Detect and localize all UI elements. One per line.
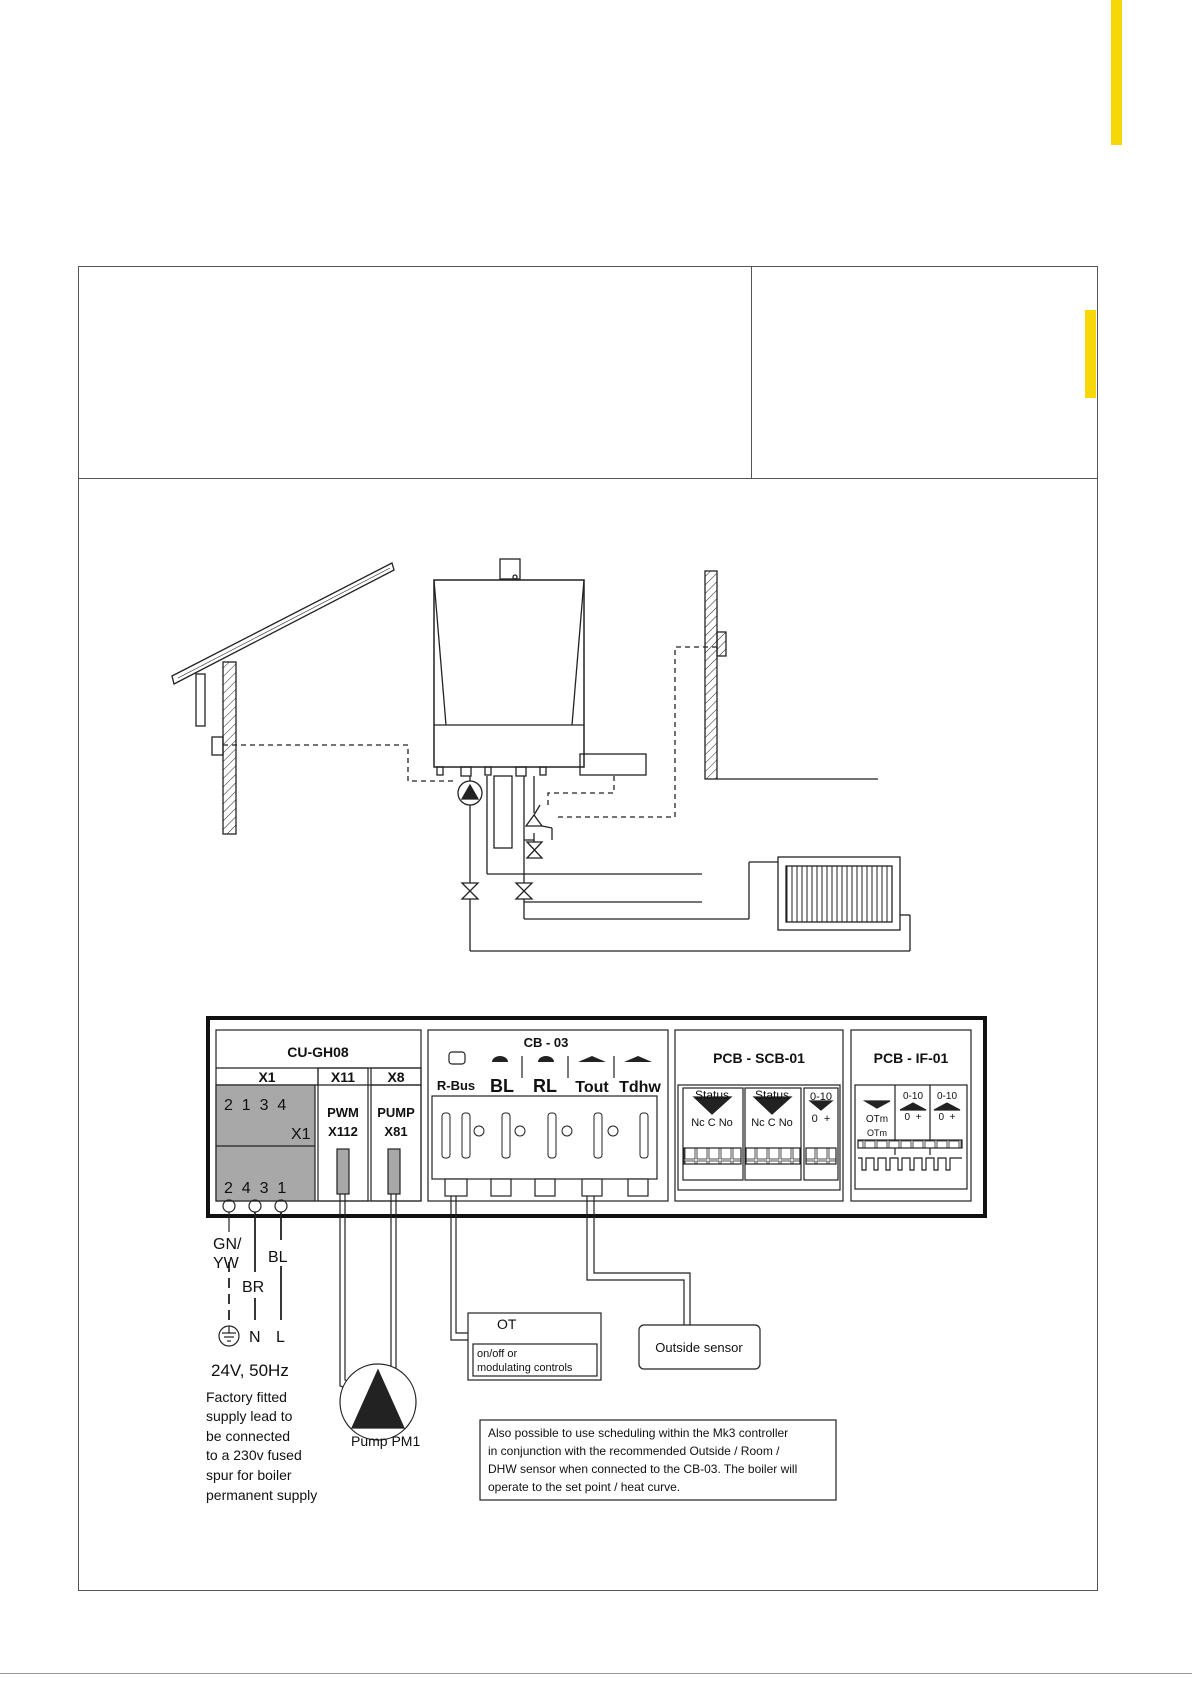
x11-header: X11: [330, 1069, 356, 1085]
wire-bl-label: BL: [268, 1249, 288, 1266]
pump-label: PUMP: [377, 1105, 415, 1120]
x8-header: X8: [387, 1069, 405, 1085]
wire-gnyw-label-2: YW: [213, 1255, 239, 1272]
x1-top-pin-numbers: 2 1 3 4: [224, 1097, 287, 1114]
controls-box: [580, 754, 646, 775]
schedule-note-line: in conjunction with the recommended Outside / Room /: [488, 1444, 780, 1458]
scb-status-2: Status: [754, 1088, 790, 1102]
scb-relay-1-pins: Nc C No: [691, 1117, 733, 1129]
wire-br-label: BR: [242, 1279, 265, 1296]
pump-connector-label: X81: [384, 1124, 408, 1139]
scb-analog-label: 0-10: [809, 1091, 833, 1103]
scb-01-title: PCB - SCB-01: [713, 1050, 805, 1066]
cb-terminal-rl: RL: [533, 1076, 557, 1096]
if-analog-2: 0-10: [936, 1091, 958, 1102]
if-analog-2-pins: 0 +: [938, 1112, 956, 1123]
if-otm-label: OTm: [865, 1114, 889, 1125]
cb-03-title: CB - 03: [523, 1035, 569, 1050]
if-analog-1-pins: 0 +: [904, 1112, 922, 1123]
outside-sensor-icon: [212, 737, 223, 755]
voltage-label: 24V, 50Hz: [211, 1361, 289, 1380]
x1-inner-label: X1: [291, 1126, 311, 1143]
radiator-icon: [778, 857, 900, 930]
supply-note-line: spur for boiler: [206, 1467, 292, 1483]
cb-terminal-bl: BL: [490, 1076, 514, 1096]
cb-terminal-tout: Tout: [575, 1079, 609, 1096]
outside-sensor-label: Outside sensor: [655, 1340, 743, 1355]
pump-label: Pump PM1: [351, 1433, 421, 1449]
ot-label: OT: [497, 1316, 517, 1332]
live-label: L: [276, 1329, 285, 1346]
inside-wall-icon: [705, 571, 878, 779]
pwm-connector-label: X112: [328, 1124, 358, 1139]
pwm-label: PWM: [327, 1105, 359, 1120]
if-analog-1: 0-10: [902, 1091, 924, 1102]
supply-note-line: be connected: [206, 1428, 291, 1444]
ot-controls-line-2: modulating controls: [477, 1362, 573, 1374]
scb-relay-2-pins: Nc C No: [751, 1117, 793, 1129]
boiler-icon: [434, 559, 584, 776]
x1-bottom-pin-numbers: 2 4 3 1: [224, 1180, 287, 1197]
schedule-note-line: DHW sensor when connected to the CB-03. The boiler will: [488, 1462, 798, 1476]
installation-schematic: [172, 559, 910, 951]
schedule-note-line: operate to the set point / heat curve.: [488, 1480, 681, 1494]
x1-header: X1: [258, 1069, 276, 1085]
wire-gnyw-label-1: GN/: [213, 1236, 242, 1253]
outside-wall-icon: [196, 662, 236, 834]
supply-note-line: supply lead to: [206, 1408, 293, 1424]
if-otm-pin: OTm: [867, 1128, 887, 1138]
if-01-title: PCB - IF-01: [873, 1050, 949, 1066]
valve-icons: [462, 805, 552, 899]
cb-terminal-tdhw: Tdhw: [619, 1079, 661, 1096]
neutral-label: N: [249, 1329, 261, 1346]
room-sensor-icon: [717, 632, 726, 656]
schedule-note-line: Also possible to use scheduling within the Mk3 controller: [488, 1426, 789, 1440]
supply-note-line: Factory fitted: [206, 1389, 287, 1405]
cu-gh08-title: CU-GH08: [287, 1044, 349, 1060]
ot-controls-line-1: on/off or: [477, 1348, 518, 1360]
scb-analog-pins: 0 +: [811, 1113, 831, 1125]
supply-note-line: to a 230v fused: [206, 1447, 302, 1463]
scb-status-1: Status: [694, 1088, 730, 1102]
supply-note-line: permanent supply: [206, 1487, 318, 1503]
roof-icon: [172, 563, 394, 684]
cb-terminal-rbus: R-Bus: [436, 1078, 476, 1093]
